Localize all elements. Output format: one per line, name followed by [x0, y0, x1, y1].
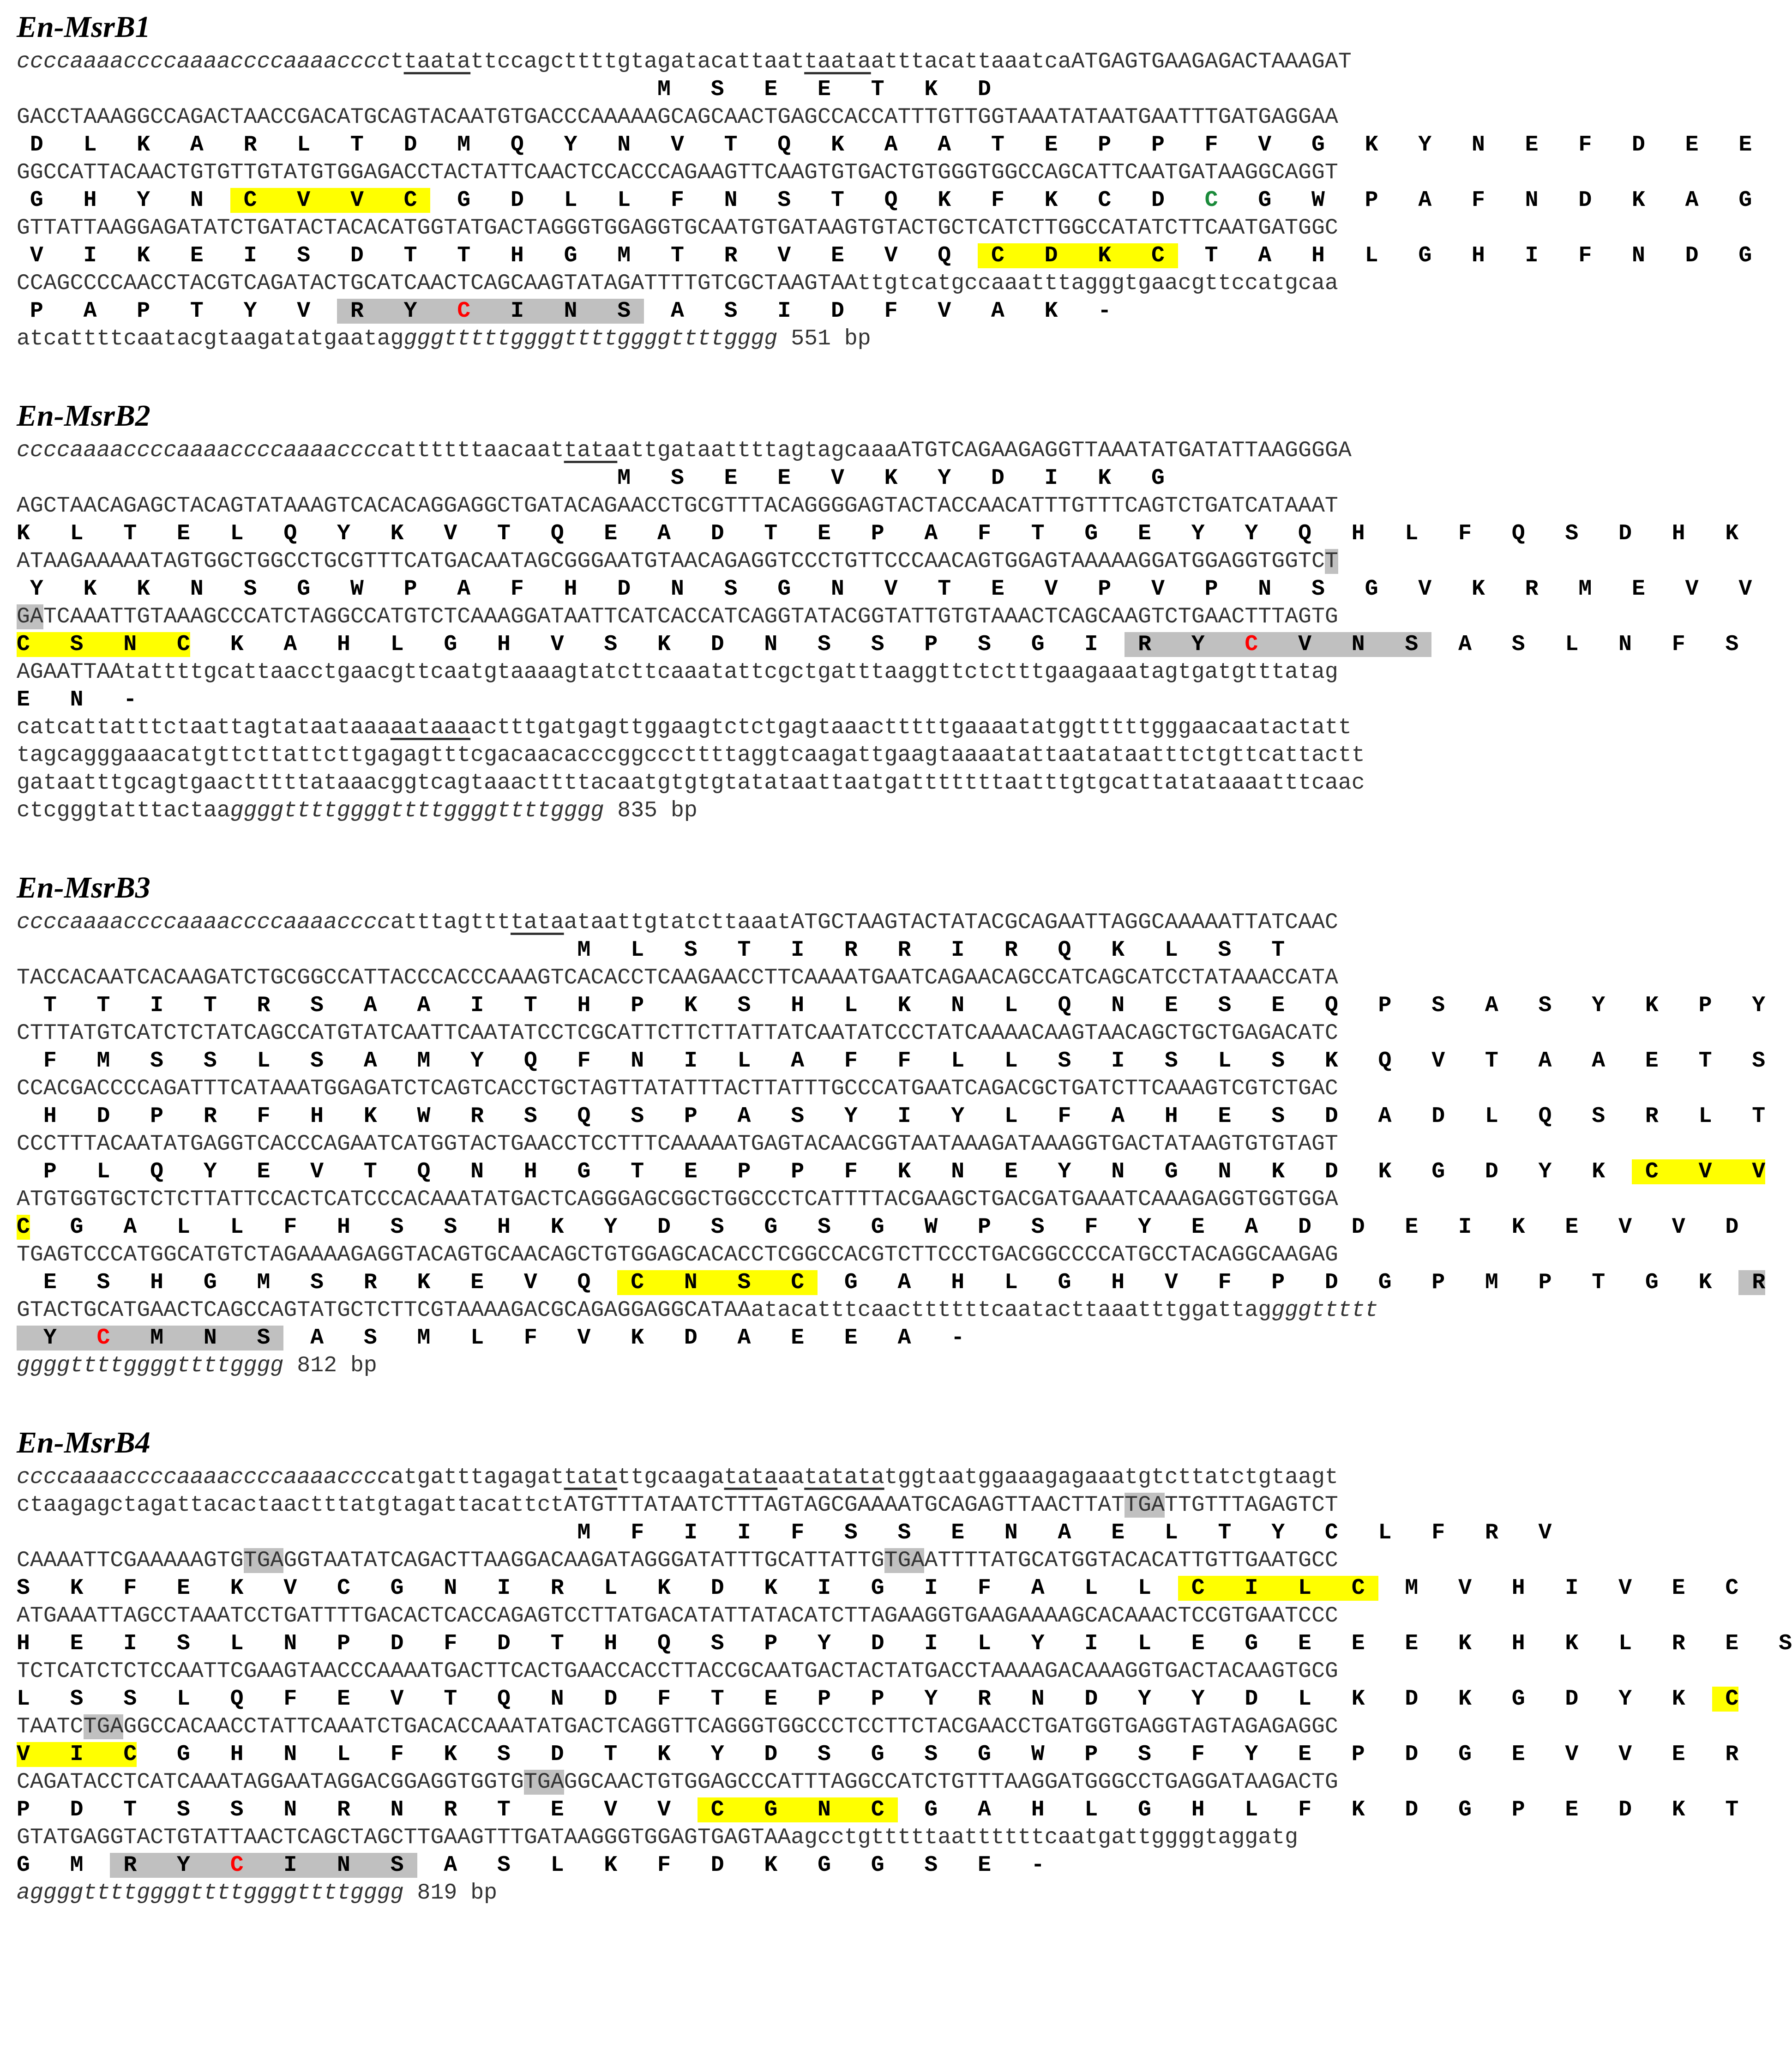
- sequence-segment: atttagttt: [390, 910, 511, 935]
- sequence-segment: A S M L F V K D A E E A -: [283, 1326, 965, 1351]
- sequence-segment: G A L L F H S S H K Y D S G S G W P S F Y E A D D E I K E V V D: [30, 1215, 1739, 1240]
- protein-line: [17, 992, 1766, 1019]
- cxxc-motif: V I C: [17, 1742, 137, 1767]
- sequence-segment: M F I I F S S E N A E L T Y C L F R V: [17, 1520, 1552, 1545]
- highlighted-segment: TGA: [884, 1548, 925, 1573]
- protein-line: [17, 1047, 1766, 1075]
- tata-box-motif: taata: [804, 49, 871, 74]
- cxxc-motif: C G N C: [697, 1797, 898, 1822]
- sequence-segment: atgatttagagat: [390, 1465, 564, 1490]
- nucleotide-line: [17, 1879, 1628, 1907]
- sequence-segment: G H N L F K S D T K Y D S G S G W P S F Y E P D G E V V E R: [137, 1742, 1739, 1767]
- protein-line: [17, 76, 1628, 103]
- sequence-segment: TACCACAATCACAAGATCTGCGGCCATTACCCACCCAAAGTCACACCTCAAGAACCTTCAAAATGAATCAGAACAGCCATCAGCATCCTATAAACCATA: [17, 965, 1338, 990]
- cxxc-motif: C: [17, 1215, 30, 1240]
- sequence-segment: ctcgggtatttactaa: [17, 798, 230, 823]
- cxxc-motif: C I L C: [1178, 1576, 1378, 1601]
- sequence-segment: M L S T I R R I R Q K L S T: [17, 938, 1285, 963]
- nucleotide-line: [17, 714, 1628, 742]
- nucleotide-line: [17, 270, 1628, 297]
- nucleotide-line: [17, 1352, 1628, 1380]
- nucleotide-line: [17, 603, 1628, 631]
- nucleotide-line: [17, 103, 1628, 131]
- nucleotide-line: [17, 492, 1628, 520]
- sequence-segment: P L Q Y E V T Q N H G T E P P F K N E Y N G N K D K G D Y K: [17, 1159, 1632, 1184]
- highlighted-segment: R: [1738, 1270, 1766, 1295]
- sequence-segment: ATAAGAAAAATAGTGGCTGGCCTGCGTTTCATGACAATAGCGGGAATGTAACAGAGGTCCCTGTTCCCAACAGTGGAGTAAAAAGGATGGAGGTGGTC: [17, 549, 1325, 574]
- protein-line: [17, 1103, 1766, 1130]
- telomere-repeat: aggggttttggggttttggggttttgggg: [17, 1881, 404, 1905]
- highlighted-segment: I N S: [470, 299, 644, 324]
- sequence-segment: CCCTTTACAATATGAGGTCACCCAGAATCATGGTACTGAACCTCCTTTCAAAAATGAGTACAACGGTAATAAAGATAAAGGTGACTATAAGTGTGTAGT: [17, 1132, 1338, 1157]
- sequence-segment: GACCTAAAGGCCAGACTAACCGACATGCAGTACAATGTGACCCAAAAAGCAGCAACTGAGCCACCATTTGTTGGTAAATATAATGAATTTGATGAGGAA: [17, 105, 1338, 130]
- highlighted-segment: TGA: [83, 1714, 124, 1739]
- gene-block-en-msrb1: [17, 6, 1752, 353]
- sequence-segment: GGCCATTACAACTGTGTTGTATGTGGAGACCTACTATTCAACTCCACCCAGAAGTTCAAGTGTGACTGTGGGTGGCCAGCATTCAATGATAAGGCAGGT: [17, 160, 1338, 185]
- telomere-repeat: ccccaaaaccccaaaaccccaaaacccc: [17, 1465, 391, 1490]
- nucleotide-line: [17, 769, 1628, 797]
- nucleotide-line: [17, 48, 1628, 76]
- sequence-segment: A S I D F V A K -: [644, 299, 1112, 324]
- sequence-segment: ataattgtatcttaaatATGCTAAGTACTATACGCAGAATTAGGCAAAAATTATCAAC: [564, 910, 1338, 935]
- tata-box-motif: aataaa: [390, 715, 471, 740]
- tata-box-motif: tata: [510, 910, 564, 935]
- sequence-segment: GTTATTAAGGAGATATCTGATACTACACATGGTATGACTAGGGTGGAGGTGCAATGTGATAAGTGTACTGCTCATCTTGGCCATATCTTCAATGATGGC: [17, 216, 1338, 241]
- highlighted-segment: Y: [17, 1326, 97, 1351]
- sequence-segment: CCACGACCCCAGATTTCATAAATGGAGATCTCAGTCACCTGCTAGTTATATTTACTTATTTGCCCATGAATCAGACGCTGATCTTCAAAGTCGTCTGAC: [17, 1076, 1338, 1101]
- cxxc-motif: C N S C: [617, 1270, 818, 1295]
- nucleotide-line: [17, 214, 1628, 242]
- catalytic-cysteine: C: [457, 299, 471, 324]
- tata-box-motif: tata: [564, 1465, 618, 1490]
- catalytic-cysteine: C: [96, 1326, 110, 1351]
- nucleotide-line: [17, 1464, 1628, 1491]
- protein-line: [17, 1324, 1628, 1352]
- sequence-segment: K L T E L Q Y K V T Q E A D T E P A F T G E Y Y Q H L F Q S D H K: [17, 521, 1739, 546]
- sequence-segment: A S L K F D K G G S E -: [417, 1853, 1045, 1878]
- sequence-segment: attttttaacaat: [390, 438, 564, 463]
- cxxc-motif: C S N C: [17, 632, 190, 657]
- tata-box-motif: tata: [564, 438, 618, 463]
- protein-line: [17, 1519, 1628, 1547]
- tata-box-motif: tatata: [804, 1465, 884, 1490]
- sequence-segment: Y K K N S G W P A F H D N S G N V T E V P V P N S G V K R M E V V: [17, 577, 1752, 602]
- nucleotide-line: [17, 1602, 1628, 1630]
- highlighted-segment: M N S: [110, 1326, 284, 1351]
- sequence-segment: actttgatgagttggaagtctctgagtaaactttttgaaaatatggtttttgggaacaatactatt: [470, 715, 1352, 740]
- sequence-segment: attgataattttagtagcaaaATGTCAGAAGAGGTTAAATATGATATTAAGGGGA: [617, 438, 1352, 463]
- sequence-segment: H D P R F H K W R S Q S P A S Y I Y L F A H E S D A D L Q S R L T: [17, 1104, 1766, 1129]
- sequence-segment: atttacattaaatcaATGAGTGAAGAGACTAAAGAT: [871, 49, 1352, 74]
- sequence-segment: G A H L G H V F P D G P M P T G K: [818, 1270, 1739, 1295]
- sequence-segment: L S S L Q F E V T Q N D F T E P P Y R N D Y Y D L K D K G D Y K: [17, 1687, 1712, 1712]
- highlighted-segment: V N S: [1258, 632, 1432, 657]
- highlighted-segment: R Y: [1125, 632, 1245, 657]
- sequence-segment: 812 bp: [283, 1353, 377, 1378]
- sequence-segment: K A H L G H V S K D N S S P S G I: [190, 632, 1125, 657]
- cxxc-motif: C D K C: [978, 243, 1178, 268]
- sequence-segment: CAAAATTCGAAAAAGTG: [17, 1548, 244, 1573]
- sequence-segment: E N -: [17, 687, 137, 712]
- sequence-segment: M V H I V E C: [1378, 1576, 1739, 1601]
- sequence-segment: G M: [17, 1853, 110, 1878]
- protein-line: [17, 1213, 1739, 1241]
- nucleotide-line: [17, 742, 1628, 769]
- highlighted-segment: TGA: [243, 1548, 284, 1573]
- sequence-segment: tggtaatggaaagagaaatgtcttatctgtaagt: [884, 1465, 1338, 1490]
- highlighted-segment: I N S: [243, 1853, 417, 1878]
- protein-line: [17, 1851, 1628, 1879]
- sequence-segment: CAGATACCTCATCAAATAGGAATAGGACGGAGGTGGTG: [17, 1770, 524, 1795]
- nucleotide-line: [17, 1658, 1628, 1685]
- telomere-repeat: ccccaaaaccccaaaaccccaaaacccc: [17, 438, 391, 463]
- tata-box-motif: tata: [724, 1465, 778, 1490]
- sequence-segment: S K F E K V C G N I R L K D K I G I F A L L: [17, 1576, 1178, 1601]
- nucleotide-line: [17, 1491, 1628, 1519]
- sequence-segment: tagcagggaaacatgttcttattcttgagagtttcgacaacacccggcccttttaggtcaagattgaagtaaaatattaatataatttctgttcattactt: [17, 743, 1365, 768]
- sequence-segment: TCAAATTGTAAAGCCCATCTAGGCCATGTCTCAAAGGATAATTCATCACCATCAGGTATACGGTATTGTGTAAACTCAGCAAGTCTGAACTTTAGTG: [43, 604, 1338, 629]
- protein-line: [17, 1796, 1739, 1824]
- sequence-segment: G D L L F N S T Q K F K C D: [430, 188, 1205, 213]
- gene-title: En-MsrB2: [17, 399, 150, 433]
- sequence-segment: ATGAAATTAGCCTAAATCCTGATTTTGACACTCACCAGAGTCCTTATGACATATTATACATCTTAGAAGGTGAAGAAAAGCACAAACTCCGTGAATCCC: [17, 1604, 1338, 1628]
- sequence-segment: V I K E I S D T T H G M T R V E V Q: [17, 243, 978, 268]
- highlighted-segment: GA: [17, 604, 43, 629]
- sequence-segment: TAATC: [17, 1714, 84, 1739]
- highlighted-segment: TGA: [1125, 1493, 1165, 1518]
- protein-line: [17, 1741, 1739, 1768]
- sequence-segment: 551 bp: [777, 326, 871, 351]
- gene-title: En-MsrB1: [17, 10, 150, 44]
- protein-line: [17, 936, 1628, 964]
- sequence-segment: atcattttcaatacgtaagatatgaatag: [17, 326, 404, 351]
- nucleotide-line: [17, 1296, 1628, 1324]
- telomere-repeat: ggggttttggggttttggggttttgggg: [230, 798, 604, 823]
- sequence-segment: M S E E V K Y D I K G: [17, 466, 1165, 491]
- nucleotide-line: [17, 1768, 1628, 1796]
- sequence-segment: AGCTAACAGAGCTACAGTATAAAGTCACACAGGAGGCTGATACAGAACCTGCGTTTACAGGGGAGTACTACCAACATTTGTTTCAGTCTGATCATAAAT: [17, 494, 1338, 519]
- sequence-document: [17, 6, 1792, 1949]
- protein-line: [17, 187, 1752, 214]
- nucleotide-line: [17, 658, 1628, 686]
- highlighted-segment: R Y: [337, 299, 457, 324]
- sequence-segment: gataatttgcagtgaactttttataaacggtcagtaaacttttacaatgtgtgtatataattaatgatttttttaatttgtgcattatataaaatttcaac: [17, 771, 1365, 796]
- sequence-segment: aa: [777, 1465, 805, 1490]
- sequence-segment: F M S S L S A M Y Q F N I L A F F L L S I S L S K Q V T A A E T S: [17, 1049, 1766, 1073]
- nucleotide-line: [17, 548, 1628, 575]
- sequence-segment: T T I T R S A A I T H P K S H L K N L Q N E S E Q P S A S Y K P Y: [17, 993, 1766, 1018]
- sequence-segment: D L K A R L T D M Q Y N V T Q K A A T E P P F V G K Y N E F D E E: [17, 133, 1752, 157]
- protein-line: [17, 686, 1628, 714]
- green-residue: C: [1204, 188, 1218, 213]
- nucleotide-line: [17, 159, 1628, 187]
- sequence-segment: ATTTTATGCATGGTACACATTGTTGAATGCC: [924, 1548, 1338, 1573]
- gene-title: En-MsrB4: [17, 1426, 150, 1459]
- sequence-segment: t: [470, 49, 484, 74]
- highlighted-segment: TGA: [523, 1770, 564, 1795]
- protein-line: [17, 631, 1739, 658]
- sequence-segment: M S E E T K D: [17, 77, 991, 102]
- sequence-segment: GGCAACTGTGGAGCCCATTTAGGCCATCTGTTTAAGGATGGGCCTGAGGATAAGACTG: [564, 1770, 1338, 1795]
- telomere-repeat: ccccaaaaccccaaaaccccaaaacccc: [17, 49, 391, 74]
- sequence-segment: ctaagagctagattacactaactttatgtagattacattctATGTTTATAATCTTTAGTAGCGAAAATGCAGAGTTAACTTAT: [17, 1493, 1125, 1518]
- sequence-segment: P D T S S N R N R T E V V: [17, 1797, 698, 1822]
- protein-line: [17, 1685, 1739, 1713]
- sequence-segment: GTATGAGGTACTGTATTAACTCAGCTAGCTTGAAGTTTGATAAGGGTGGAGTGAGTAAagcctgtttttaattttttcaatgattggggtaggatg: [17, 1825, 1299, 1850]
- sequence-segment: TTGTTTAGAGTCT: [1164, 1493, 1338, 1518]
- sequence-segment: CCAGCCCCAACCTACGTCAGATACTGCATCAACTCAGCAAGTATAGATTTTGTCGCTAAGTAAttgtcatgccaaatttagggtgaacgttccatgcaa: [17, 271, 1338, 296]
- tata-box-motif: taata: [403, 49, 471, 74]
- nucleotide-line: [17, 909, 1628, 936]
- highlighted-segment: R Y: [110, 1853, 230, 1878]
- cxxc-motif: C V V C: [230, 188, 431, 213]
- nucleotide-line: [17, 437, 1628, 464]
- protein-line: [17, 1630, 1792, 1658]
- cxxc-motif: C V V: [1631, 1159, 1766, 1184]
- sequence-segment: CTTTATGTCATCTCTATCAGCCATGTATCAATTCAATATCCTCGCATTCTTCTTATTATCAATATCCCTATCAAAACAAGTAACAGCTGCTGAGACATC: [17, 1021, 1338, 1046]
- sequence-segment: A S L N F S: [1431, 632, 1739, 657]
- nucleotide-line: [17, 797, 1628, 825]
- sequence-segment: ttgcaaga: [617, 1465, 724, 1490]
- highlighted-segment: T: [1324, 549, 1338, 574]
- cxxc-motif: C: [1712, 1687, 1739, 1712]
- sequence-segment: 819 bp: [403, 1881, 498, 1905]
- gene-block-en-msrb3: [17, 867, 1766, 1380]
- telomere-repeat: gggtttttggggttttggggttttgggg: [403, 326, 778, 351]
- protein-line: [17, 1269, 1766, 1296]
- sequence-segment: TCTCATCTCTCCAATTCGAAGTAACCCAAAATGACTTCACTGAACCACCTTACCGCAATGACTACTATGACCTAAAAGACAAAGGTGACTACAAGTGCG: [17, 1659, 1338, 1684]
- nucleotide-line: [17, 1186, 1628, 1213]
- protein-line: [17, 131, 1752, 159]
- protein-line: [17, 520, 1739, 548]
- nucleotide-line: [17, 1075, 1628, 1103]
- sequence-segment: AGAATTAAtattttgcattaacctgaacgttcaatgtaaaagtatcttcaaatattcgctgatttaaggttctctttgaagaaatagtgatgtttatag: [17, 660, 1338, 685]
- protein-line: [17, 242, 1752, 270]
- sequence-segment: H E I S L N P D F D T H Q S P Y D I L Y I L E G E E E K H K L R E S: [17, 1631, 1792, 1656]
- sequence-segment: E S H G M S R K E V Q: [17, 1270, 618, 1295]
- protein-line: [17, 1574, 1739, 1602]
- sequence-segment: G A H L G H L F K D G P E D K T: [897, 1797, 1739, 1822]
- telomere-repeat: gggttttt: [1271, 1298, 1378, 1323]
- sequence-segment: P A P T Y V: [17, 299, 337, 324]
- sequence-segment: GTACTGCATGAACTCAGCCAGTATGCTCTTCGTAAAAGACGCAGAGGAGGCATAAatacatttcaacttttttcaatacttaaatttggattag: [17, 1298, 1272, 1323]
- nucleotide-line: [17, 1241, 1628, 1269]
- catalytic-cysteine: C: [230, 1853, 244, 1878]
- sequence-segment: catcattatttctaattagtataataaa: [17, 715, 391, 740]
- sequence-segment: GGTAATATCAGACTTAAGGACAAGATAGGGATATTTGCATTATTG: [283, 1548, 884, 1573]
- nucleotide-line: [17, 1824, 1628, 1851]
- sequence-segment: GGCCACAACCTATTCAAATCTGACACCAAATATGACTCAGGTTCAGGGTGGCCCTCCTTCTACGAACCTGATGGTGAGGTAGTAGAGAGGC: [123, 1714, 1338, 1739]
- sequence-segment: G H Y N: [17, 188, 230, 213]
- sequence-segment: T A H L G H I F N D G: [1178, 243, 1752, 268]
- gene-block-en-msrb2: [17, 395, 1752, 825]
- sequence-segment: ATGTGGTGCTCTCTTATTCCACTCATCCCACAAATATGACTCAGGGAGCGGCTGGCCCTCATTTTACGAAGCTGACGATGAAATCAAAGAGGTGGTGGA: [17, 1187, 1338, 1212]
- sequence-segment: G W P A F N D K A G: [1218, 188, 1752, 213]
- sequence-segment: t: [390, 49, 404, 74]
- nucleotide-line: [17, 325, 1628, 353]
- sequence-segment: tccagcttttgtagatacattaat: [484, 49, 805, 74]
- protein-line: [17, 1158, 1766, 1186]
- catalytic-cysteine: C: [1245, 632, 1258, 657]
- sequence-segment: TGAGTCCCATGGCATGTCTAGAAAAGAGGTACAGTGCAACAGCTGTGGAGCACACCTCGGCCACGTCTTCCCTGACGGCCCCATGCCTACAGGCAAGAG: [17, 1242, 1338, 1267]
- telomere-repeat: ggggttttggggttttgggg: [17, 1353, 284, 1378]
- nucleotide-line: [17, 1547, 1628, 1574]
- protein-line: [17, 464, 1628, 492]
- nucleotide-line: [17, 1713, 1628, 1741]
- nucleotide-line: [17, 1019, 1628, 1047]
- telomere-repeat: ccccaaaaccccaaaaccccaaaacccc: [17, 910, 391, 935]
- gene-block-en-msrb4: [17, 1422, 1792, 1907]
- gene-title: En-MsrB3: [17, 871, 150, 904]
- nucleotide-line: [17, 964, 1628, 992]
- protein-line: [17, 297, 1628, 325]
- protein-line: [17, 575, 1752, 603]
- sequence-segment: 835 bp: [604, 798, 698, 823]
- nucleotide-line: [17, 1130, 1628, 1158]
